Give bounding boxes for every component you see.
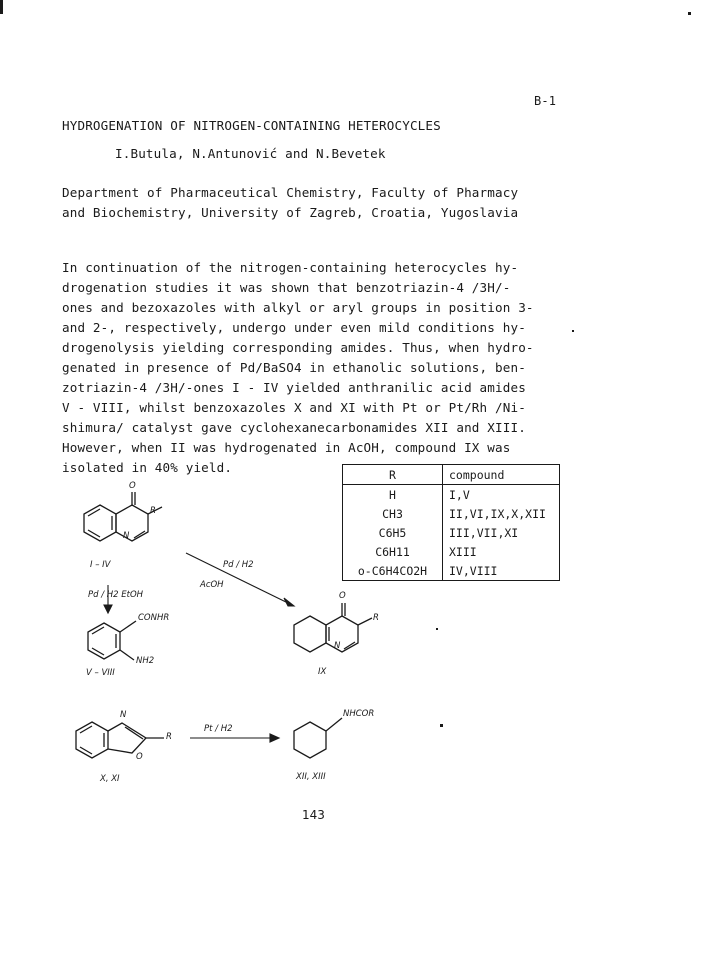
- carbonyl-o-label: O: [129, 481, 136, 491]
- anthranilamide-structure: [88, 621, 136, 660]
- table-cell: XIII: [449, 544, 477, 559]
- affiliation-line: Department of Pharmaceutical Chemistry, Faculty of Pharmacy: [62, 185, 519, 200]
- compound-label-xii-xiii: XII, XIII: [296, 772, 326, 782]
- table-cell: C6H11: [343, 542, 443, 561]
- scan-mark: [436, 628, 438, 630]
- scan-mark: [688, 12, 691, 15]
- arrow-head: [284, 598, 294, 606]
- abstract-line: ones and bezoxazoles with alkyl or aryl groups in position 3-: [62, 300, 534, 315]
- table-cell: IV,VIII: [449, 563, 498, 578]
- abstract-line: V - VIII, whilst benzoxazoles X and XI with Pt or Pt/Rh /Ni-: [62, 400, 526, 415]
- reagent-label: Pd / H2: [223, 560, 254, 570]
- abstract-line: shimura/ catalyst gave cyclohexanecarbonamides XII and XIII.: [62, 420, 526, 435]
- table-cell: I,V: [449, 487, 470, 502]
- table-header: compound: [443, 465, 560, 485]
- substituent-label: R: [150, 506, 156, 516]
- table-cell: C6H5: [343, 523, 443, 542]
- ring-o-label: O: [136, 752, 143, 762]
- table-cell: III,VII,XI: [449, 525, 519, 540]
- abstract-line: zotriazin-4 /3H/-ones I - IV yielded anthranilic acid amides: [62, 380, 526, 395]
- table-cell: CH3: [343, 504, 443, 523]
- carbonyl-o-label: O: [339, 591, 346, 601]
- ring-n-label: N: [120, 710, 127, 720]
- compound-label-x-xi: X, XI: [100, 774, 120, 784]
- abstract-line: and 2-, respectively, undergo under even mild conditions hy-: [62, 320, 526, 335]
- scan-mark: [0, 0, 3, 14]
- scan-mark: [572, 330, 574, 332]
- paper-title: HYDROGENATION OF NITROGEN-CONTAINING HETEROCYCLES: [62, 118, 441, 133]
- table-cell: H: [343, 485, 443, 505]
- page-number: 143: [302, 808, 325, 822]
- group-nhcor: NHCOR: [343, 709, 375, 719]
- arrow-head: [104, 605, 112, 613]
- reagent-label: Pt / H2: [204, 724, 233, 734]
- compound-label-i-iv: I – IV: [90, 560, 111, 570]
- abstract-line: drogenation studies it was shown that benzotriazin-4 /3H/-: [62, 280, 511, 295]
- abstract-line: drogenolysis yielding corresponding amides. Thus, when hydro-: [62, 340, 534, 355]
- substituent-label: R: [166, 732, 172, 742]
- authors: I.Butula, N.Antunović and N.Bevetek: [115, 146, 386, 161]
- scan-mark: [440, 724, 443, 727]
- reagent-label: Pd / H2 EtOH: [88, 590, 144, 600]
- table-cell: o-C6H4CO2H: [343, 561, 443, 581]
- arrow-head: [270, 734, 279, 742]
- ring-n-label: N: [334, 641, 341, 651]
- table-header: R: [343, 465, 443, 485]
- page-code: B-1: [534, 94, 557, 108]
- substituent-label: R: [373, 613, 379, 623]
- benzoxazole-structure: [76, 722, 164, 758]
- ring-n-label: N: [123, 531, 130, 541]
- compound-label-v-viii: V – VIII: [86, 668, 115, 678]
- abstract-line: genated in presence of Pd/BaSO4 in ethanolic solutions, ben-: [62, 360, 526, 375]
- group-conhr: CONHR: [138, 613, 170, 623]
- group-nh2: NH2: [136, 656, 155, 666]
- table-cell: II,VI,IX,X,XII: [449, 506, 546, 521]
- cyclohexane-amide-structure: [294, 718, 342, 758]
- tetrahydrobenzotriazinone-structure: [294, 603, 372, 652]
- abstract-line: However, when II was hydrogenated in AcOH, compound IX was: [62, 440, 511, 455]
- abstract-line: isolated in 40% yield.: [62, 460, 233, 475]
- affiliation-line: and Biochemistry, University of Zagreb, Croatia, Yugoslavia: [62, 205, 519, 220]
- compound-label-ix: IX: [318, 667, 327, 677]
- reagent-label: AcOH: [200, 580, 224, 590]
- abstract-line: In continuation of the nitrogen-containing heterocycles hy-: [62, 260, 519, 275]
